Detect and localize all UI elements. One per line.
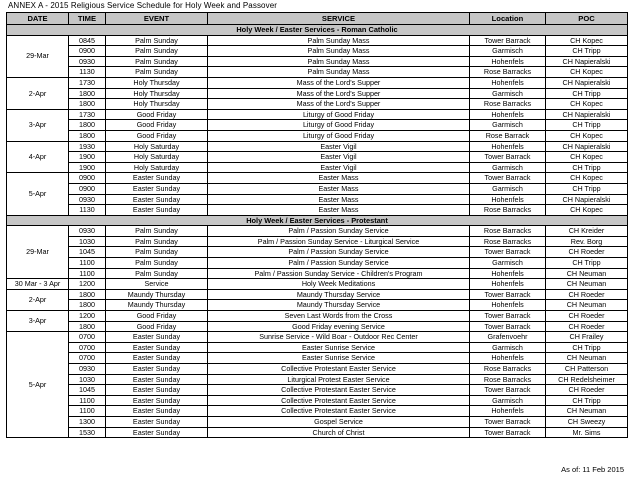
time-cell: 0930 (69, 226, 106, 237)
location-cell: Rose Barracks (470, 205, 546, 216)
date-cell: 2-Apr (7, 289, 69, 310)
poc-cell: CH Roeder (546, 321, 628, 332)
time-cell: 1730 (69, 77, 106, 88)
time-cell: 1045 (69, 247, 106, 258)
event-cell: Palm Sunday (106, 236, 208, 247)
header-date: DATE (7, 13, 69, 25)
poc-cell: CH Kopec (546, 205, 628, 216)
section-header-row (7, 25, 628, 36)
service-cell: Maundy Thursday Service (208, 300, 470, 311)
location-cell: Garmisch (470, 395, 546, 406)
poc-cell: CH Tripp (546, 183, 628, 194)
header-event: EVENT (106, 13, 208, 25)
table-row (7, 364, 628, 375)
poc-cell: CH Neuman (546, 406, 628, 417)
date-cell: 2-Apr (7, 77, 69, 109)
section-title: Holy Week / Easter Services - Protestant (7, 215, 628, 226)
location-cell: Garmisch (470, 120, 546, 131)
table-row (7, 99, 628, 110)
service-cell: Holy Week Meditations (208, 279, 470, 290)
location-cell: Rose Barracks (470, 236, 546, 247)
date-cell: 5-Apr (7, 173, 69, 215)
service-cell: Palm / Passion Sunday Service (208, 226, 470, 237)
table-row (7, 427, 628, 438)
location-cell: Hohenfels (470, 77, 546, 88)
table-row (7, 120, 628, 131)
time-cell: 0700 (69, 332, 106, 343)
date-cell: 3-Apr (7, 109, 69, 141)
poc-cell: CH Tripp (546, 342, 628, 353)
event-cell: Palm Sunday (106, 56, 208, 67)
date-cell: 3-Apr (7, 311, 69, 332)
poc-cell: CH Tripp (546, 46, 628, 57)
poc-cell: CH Tripp (546, 88, 628, 99)
table-row (7, 300, 628, 311)
time-cell: 0900 (69, 173, 106, 184)
location-cell: Garmisch (470, 162, 546, 173)
location-cell: Hohenfels (470, 268, 546, 279)
event-cell: Palm Sunday (106, 35, 208, 46)
table-row (7, 194, 628, 205)
service-cell: Gospel Service (208, 416, 470, 427)
time-cell: 0900 (69, 183, 106, 194)
event-cell: Easter Sunday (106, 353, 208, 364)
table-row (7, 332, 628, 343)
event-cell: Holy Saturday (106, 141, 208, 152)
poc-cell: CH Kopec (546, 67, 628, 78)
date-cell: 4-Apr (7, 141, 69, 173)
location-cell: Hohenfels (470, 406, 546, 417)
event-cell: Easter Sunday (106, 416, 208, 427)
poc-cell: Mr. Sims (546, 427, 628, 438)
table-row (7, 247, 628, 258)
service-cell: Palm / Passion Sunday Service (208, 258, 470, 269)
poc-cell: CH Napieralski (546, 109, 628, 120)
service-cell: Mass of the Lord's Supper (208, 77, 470, 88)
table-row (7, 258, 628, 269)
service-cell: Palm Sunday Mass (208, 67, 470, 78)
service-cell: Sunrise Service - Wild Boar - Outdoor Rec Center (208, 332, 470, 343)
event-cell: Good Friday (106, 120, 208, 131)
location-cell: Tower Barrack (470, 35, 546, 46)
header-service: SERVICE (208, 13, 470, 25)
event-cell: Palm Sunday (106, 46, 208, 57)
time-cell: 0930 (69, 56, 106, 67)
event-cell: Holy Saturday (106, 152, 208, 163)
poc-cell: CH Kopec (546, 173, 628, 184)
date-cell: 29-Mar (7, 226, 69, 279)
table-row (7, 46, 628, 57)
time-cell: 1800 (69, 99, 106, 110)
time-cell: 1045 (69, 385, 106, 396)
table-row (7, 311, 628, 322)
time-cell: 1800 (69, 130, 106, 141)
location-cell: Rose Barracks (470, 226, 546, 237)
poc-cell: CH Sweezy (546, 416, 628, 427)
time-cell: 1130 (69, 67, 106, 78)
event-cell: Easter Sunday (106, 205, 208, 216)
table-row (7, 141, 628, 152)
location-cell: Grafenvoehr (470, 332, 546, 343)
time-cell: 1730 (69, 109, 106, 120)
time-cell: 1030 (69, 374, 106, 385)
header-location: Location (470, 13, 546, 25)
poc-cell: CH Napieralski (546, 56, 628, 67)
event-cell: Holy Saturday (106, 162, 208, 173)
location-cell: Tower Barrack (470, 416, 546, 427)
schedule-body (7, 25, 628, 438)
service-cell: Palm / Passion Sunday Service - Liturgical Service (208, 236, 470, 247)
event-cell: Good Friday (106, 311, 208, 322)
poc-cell: CH Patterson (546, 364, 628, 375)
event-cell: Palm Sunday (106, 258, 208, 269)
event-cell: Holy Thursday (106, 88, 208, 99)
header-poc: POC (546, 13, 628, 25)
document-title: ANNEX A - 2015 Religious Service Schedule for Holy Week and Passover (8, 1, 278, 10)
time-cell: 0700 (69, 342, 106, 353)
event-cell: Palm Sunday (106, 67, 208, 78)
event-cell: Easter Sunday (106, 406, 208, 417)
time-cell: 1800 (69, 321, 106, 332)
header-time: TIME (69, 13, 106, 25)
time-cell: 0700 (69, 353, 106, 364)
poc-cell: CH Redelsheimer (546, 374, 628, 385)
location-cell: Hohenfels (470, 353, 546, 364)
location-cell: Rose Barracks (470, 374, 546, 385)
event-cell: Easter Sunday (106, 173, 208, 184)
service-cell: Easter Mass (208, 173, 470, 184)
poc-cell: CH Neuman (546, 300, 628, 311)
poc-cell: CH Roeder (546, 289, 628, 300)
table-row (7, 56, 628, 67)
location-cell: Garmisch (470, 46, 546, 57)
time-cell: 1300 (69, 416, 106, 427)
event-cell: Service (106, 279, 208, 290)
location-cell: Rose Barrack (470, 130, 546, 141)
location-cell: Tower Barrack (470, 311, 546, 322)
table-row (7, 88, 628, 99)
time-cell: 1200 (69, 279, 106, 290)
poc-cell: CH Roeder (546, 385, 628, 396)
location-cell: Hohenfels (470, 194, 546, 205)
service-cell: Palm Sunday Mass (208, 56, 470, 67)
location-cell: Hohenfels (470, 279, 546, 290)
service-cell: Liturgy of Good Friday (208, 120, 470, 131)
time-cell: 1030 (69, 236, 106, 247)
poc-cell: CH Tripp (546, 258, 628, 269)
location-cell: Hohenfels (470, 141, 546, 152)
table-row (7, 406, 628, 417)
table-row (7, 374, 628, 385)
time-cell: 0930 (69, 194, 106, 205)
table-row (7, 416, 628, 427)
section-title: Holy Week / Easter Services - Roman Catholic (7, 25, 628, 36)
time-cell: 1800 (69, 300, 106, 311)
location-cell: Rose Barracks (470, 99, 546, 110)
service-cell: Palm / Passion Sunday Service - Children's Program (208, 268, 470, 279)
location-cell: Garmisch (470, 342, 546, 353)
event-cell: Easter Sunday (106, 395, 208, 406)
table-row (7, 226, 628, 237)
service-cell: Easter Vigil (208, 141, 470, 152)
poc-cell: CH Neuman (546, 279, 628, 290)
poc-cell: CH Roeder (546, 311, 628, 322)
poc-cell: CH Kopec (546, 35, 628, 46)
time-cell: 0900 (69, 46, 106, 57)
service-cell: Collective Protestant Easter Service (208, 364, 470, 375)
location-cell: Garmisch (470, 88, 546, 99)
poc-cell: CH Napieralski (546, 194, 628, 205)
poc-cell: CH Neuman (546, 268, 628, 279)
service-cell: Good Friday evening Service (208, 321, 470, 332)
service-cell: Liturgy of Good Friday (208, 109, 470, 120)
location-cell: Rose Barracks (470, 67, 546, 78)
location-cell: Tower Barrack (470, 427, 546, 438)
section-header-row (7, 215, 628, 226)
table-row (7, 236, 628, 247)
service-cell: Easter Vigil (208, 162, 470, 173)
table-row (7, 205, 628, 216)
event-cell: Palm Sunday (106, 268, 208, 279)
event-cell: Holy Thursday (106, 99, 208, 110)
time-cell: 1900 (69, 152, 106, 163)
service-cell: Easter Mass (208, 183, 470, 194)
event-cell: Good Friday (106, 109, 208, 120)
date-cell: 5-Apr (7, 332, 69, 438)
time-cell: 1130 (69, 205, 106, 216)
poc-cell: CH Tripp (546, 162, 628, 173)
event-cell: Easter Sunday (106, 385, 208, 396)
location-cell: Garmisch (470, 258, 546, 269)
location-cell: Hohenfels (470, 56, 546, 67)
poc-cell: CH Neuman (546, 353, 628, 364)
poc-cell: CH Kopec (546, 99, 628, 110)
event-cell: Easter Sunday (106, 183, 208, 194)
table-row (7, 385, 628, 396)
table-row (7, 35, 628, 46)
time-cell: 0845 (69, 35, 106, 46)
service-cell: Easter Mass (208, 205, 470, 216)
poc-cell: CH Kopec (546, 130, 628, 141)
time-cell: 0930 (69, 364, 106, 375)
service-cell: Collective Protestant Easter Service (208, 385, 470, 396)
table-row (7, 268, 628, 279)
location-cell: Tower Barrack (470, 247, 546, 258)
table-row (7, 67, 628, 78)
poc-cell: CH Tripp (546, 120, 628, 131)
event-cell: Holy Thursday (106, 77, 208, 88)
as-of-date: As of: 11 Feb 2015 (561, 465, 624, 474)
event-cell: Maundy Thursday (106, 300, 208, 311)
poc-cell: CH Napieralski (546, 141, 628, 152)
service-cell: Easter Mass (208, 194, 470, 205)
service-cell: Palm Sunday Mass (208, 46, 470, 57)
time-cell: 1530 (69, 427, 106, 438)
table-row (7, 289, 628, 300)
event-cell: Palm Sunday (106, 226, 208, 237)
location-cell: Rose Barracks (470, 364, 546, 375)
table-row (7, 183, 628, 194)
table-row (7, 395, 628, 406)
date-cell: 29-Mar (7, 35, 69, 77)
location-cell: Tower Barrack (470, 152, 546, 163)
table-row (7, 279, 628, 290)
table-row (7, 353, 628, 364)
header-row (7, 13, 628, 25)
table-row (7, 173, 628, 184)
service-cell: Collective Protestant Easter Service (208, 406, 470, 417)
event-cell: Easter Sunday (106, 342, 208, 353)
table-row (7, 321, 628, 332)
event-cell: Palm Sunday (106, 247, 208, 258)
schedule-table (6, 12, 628, 438)
event-cell: Easter Sunday (106, 194, 208, 205)
table-row (7, 77, 628, 88)
service-cell: Easter Sunrise Service (208, 353, 470, 364)
location-cell: Hohenfels (470, 300, 546, 311)
time-cell: 1800 (69, 289, 106, 300)
table-row (7, 109, 628, 120)
event-cell: Easter Sunday (106, 364, 208, 375)
service-cell: Mass of the Lord's Supper (208, 88, 470, 99)
event-cell: Easter Sunday (106, 374, 208, 385)
service-cell: Palm Sunday Mass (208, 35, 470, 46)
table-row (7, 342, 628, 353)
location-cell: Hohenfels (470, 109, 546, 120)
service-cell: Palm / Passion Sunday Service (208, 247, 470, 258)
service-cell: Church of Christ (208, 427, 470, 438)
service-cell: Easter Sunrise Service (208, 342, 470, 353)
poc-cell: CH Kreider (546, 226, 628, 237)
table-row (7, 152, 628, 163)
time-cell: 1800 (69, 88, 106, 99)
service-cell: Collective Protestant Easter Service (208, 395, 470, 406)
poc-cell: CH Frailey (546, 332, 628, 343)
service-cell: Liturgy of Good Friday (208, 130, 470, 141)
service-cell: Easter Vigil (208, 152, 470, 163)
service-cell: Liturgical Protest Easter Service (208, 374, 470, 385)
event-cell: Easter Sunday (106, 427, 208, 438)
time-cell: 1100 (69, 258, 106, 269)
service-cell: Mass of the Lord's Supper (208, 99, 470, 110)
poc-cell: CH Kopec (546, 152, 628, 163)
date-cell: 30 Mar - 3 Apr (7, 279, 69, 290)
service-cell: Seven Last Words from the Cross (208, 311, 470, 322)
location-cell: Tower Barrack (470, 289, 546, 300)
poc-cell: CH Roeder (546, 247, 628, 258)
time-cell: 1800 (69, 120, 106, 131)
event-cell: Good Friday (106, 321, 208, 332)
event-cell: Good Friday (106, 130, 208, 141)
time-cell: 1100 (69, 406, 106, 417)
time-cell: 1200 (69, 311, 106, 322)
service-cell: Maundy Thursday Service (208, 289, 470, 300)
table-row (7, 162, 628, 173)
location-cell: Garmisch (470, 183, 546, 194)
poc-cell: CH Tripp (546, 395, 628, 406)
table-row (7, 130, 628, 141)
time-cell: 1930 (69, 141, 106, 152)
event-cell: Easter Sunday (106, 332, 208, 343)
event-cell: Maundy Thursday (106, 289, 208, 300)
time-cell: 1100 (69, 268, 106, 279)
location-cell: Tower Barrack (470, 321, 546, 332)
location-cell: Tower Barrack (470, 173, 546, 184)
poc-cell: CH Napieralski (546, 77, 628, 88)
time-cell: 1100 (69, 395, 106, 406)
time-cell: 1900 (69, 162, 106, 173)
location-cell: Tower Barrack (470, 385, 546, 396)
poc-cell: Rev. Borg (546, 236, 628, 247)
